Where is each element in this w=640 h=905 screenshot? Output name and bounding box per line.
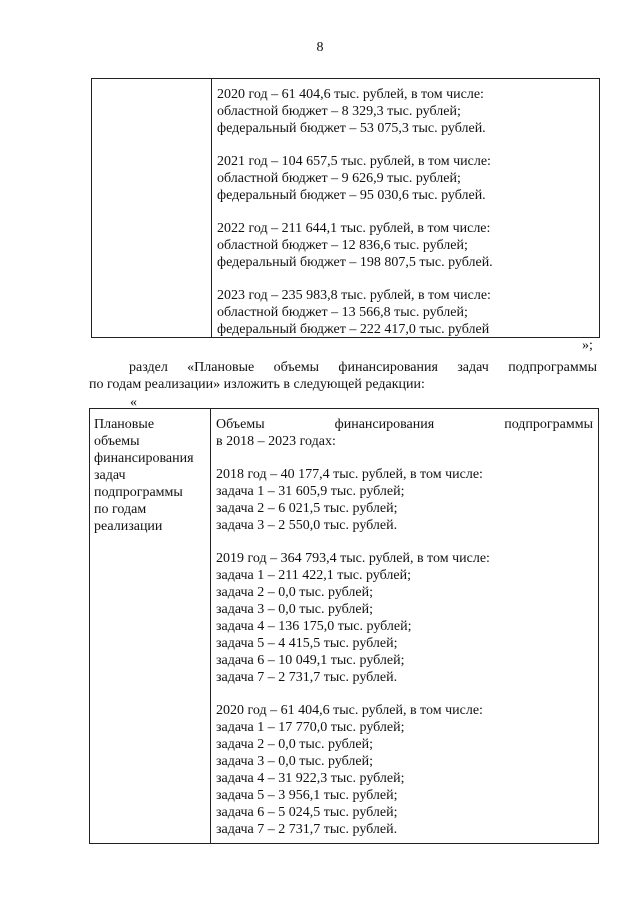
column-divider xyxy=(210,409,211,843)
header-word: финансирования xyxy=(334,417,435,432)
year-block-2020 xyxy=(217,86,595,137)
regional-budget-line: областной бюджет – 13 566,8 тыс. рублей; xyxy=(217,305,468,320)
amendment-paragraph-line1 xyxy=(89,359,597,376)
year-block-2018 xyxy=(216,466,593,534)
regional-budget-line: областной бюджет – 9 626,9 тыс. рублей; xyxy=(217,171,461,186)
task-line: задача 1 – 17 770,0 тыс. рублей; xyxy=(216,720,405,735)
row-label-line: Плановые xyxy=(94,417,155,432)
federal-budget-line: федеральный бюджет – 95 030,6 тыс. рублей. xyxy=(217,188,486,203)
row-label-line: финансирования xyxy=(94,451,194,466)
task-line: задача 2 – 6 021,5 тыс. рублей; xyxy=(216,501,398,516)
year-block-2019 xyxy=(216,550,593,686)
task-line: задача 1 – 31 605,9 тыс. рублей; xyxy=(216,484,405,499)
page-number: 8 xyxy=(316,40,324,55)
header-line1 xyxy=(216,416,593,433)
funding-sources-table xyxy=(91,78,600,338)
year-total-line: 2021 год – 104 657,5 тыс. рублей, в том числе: xyxy=(217,154,491,169)
row-label-line: реализации xyxy=(94,519,163,534)
row-label-line: задач xyxy=(94,468,126,483)
paragraph-word: задач xyxy=(457,360,489,375)
task-line: задача 5 – 4 415,5 тыс. рублей; xyxy=(216,636,398,651)
paragraph-word: объемы xyxy=(273,360,320,375)
task-line: задача 6 – 5 024,5 тыс. рублей; xyxy=(216,805,398,820)
year-total-line: 2020 год – 61 404,6 тыс. рублей, в том числе: xyxy=(216,703,483,718)
funding-volumes-cell xyxy=(216,416,593,838)
task-line: задача 3 – 0,0 тыс. рублей; xyxy=(216,602,374,617)
federal-budget-line: федеральный бюджет – 198 807,5 тыс. рублей. xyxy=(217,255,493,270)
task-line: задача 5 – 3 956,1 тыс. рублей; xyxy=(216,788,398,803)
header-line2: в 2018 – 2023 годах: xyxy=(216,434,336,449)
year-total-line: 2022 год – 211 644,1 тыс. рублей, в том числе: xyxy=(217,221,491,236)
task-line: задача 4 – 136 175,0 тыс. рублей; xyxy=(216,619,412,634)
task-line: задача 7 – 2 731,7 тыс. рублей. xyxy=(216,822,398,837)
row-label-line: подпрограммы xyxy=(94,485,183,500)
task-line: задача 2 – 0,0 тыс. рублей; xyxy=(216,737,374,752)
regional-budget-line: областной бюджет – 8 329,3 тыс. рублей; xyxy=(217,104,461,119)
federal-budget-line: федеральный бюджет – 53 075,3 тыс. рублей. xyxy=(217,121,486,136)
paragraph-text: по годам реализации» изложить в следующей редакции: xyxy=(89,377,425,392)
federal-budget-line: федеральный бюджет – 222 417,0 тыс. рублей xyxy=(217,322,490,337)
volumes-header xyxy=(216,416,593,450)
task-line: задача 2 – 0,0 тыс. рублей; xyxy=(216,585,374,600)
amendment-paragraph-line2 xyxy=(89,376,597,393)
task-line: задача 3 – 2 550,0 тыс. рублей. xyxy=(216,518,398,533)
year-total-line: 2020 год – 61 404,6 тыс. рублей, в том числе: xyxy=(217,87,484,102)
funding-by-year-cell xyxy=(217,86,595,338)
paragraph-word: раздел xyxy=(129,360,168,375)
task-line: задача 7 – 2 731,7 тыс. рублей. xyxy=(216,670,398,685)
closing-quote: »; xyxy=(582,338,593,353)
task-line: задача 4 – 31 922,3 тыс. рублей; xyxy=(216,771,405,786)
year-block-2020-tasks xyxy=(216,702,593,838)
column-divider xyxy=(211,79,212,337)
row-label-line: объемы xyxy=(94,434,140,449)
task-line: задача 6 – 10 049,1 тыс. рублей; xyxy=(216,653,405,668)
task-line: задача 1 – 211 422,1 тыс. рублей; xyxy=(216,568,411,583)
header-word: подпрограммы xyxy=(504,417,593,432)
year-total-line: 2018 год – 40 177,4 тыс. рублей, в том числе: xyxy=(216,467,483,482)
year-total-line: 2019 год – 364 793,4 тыс. рублей, в том числе: xyxy=(216,551,490,566)
year-block-2022 xyxy=(217,220,595,271)
year-total-line: 2023 год – 235 983,8 тыс. рублей, в том числе: xyxy=(217,288,491,303)
paragraph-word: финансирования xyxy=(338,360,438,375)
task-line: задача 3 – 0,0 тыс. рублей; xyxy=(216,754,374,769)
planned-funding-table xyxy=(89,408,599,844)
year-block-2021 xyxy=(217,153,595,204)
regional-budget-line: областной бюджет – 12 836,6 тыс. рублей; xyxy=(217,238,468,253)
year-block-2023 xyxy=(217,287,595,338)
paragraph-word: «Плановые xyxy=(187,360,255,375)
header-word: Объемы xyxy=(216,417,265,432)
open-quote-mark: « xyxy=(130,395,137,410)
paragraph-word: подпрограммы xyxy=(508,360,597,375)
row-label-cell xyxy=(94,416,206,535)
row-label-line: по годам xyxy=(94,502,147,517)
